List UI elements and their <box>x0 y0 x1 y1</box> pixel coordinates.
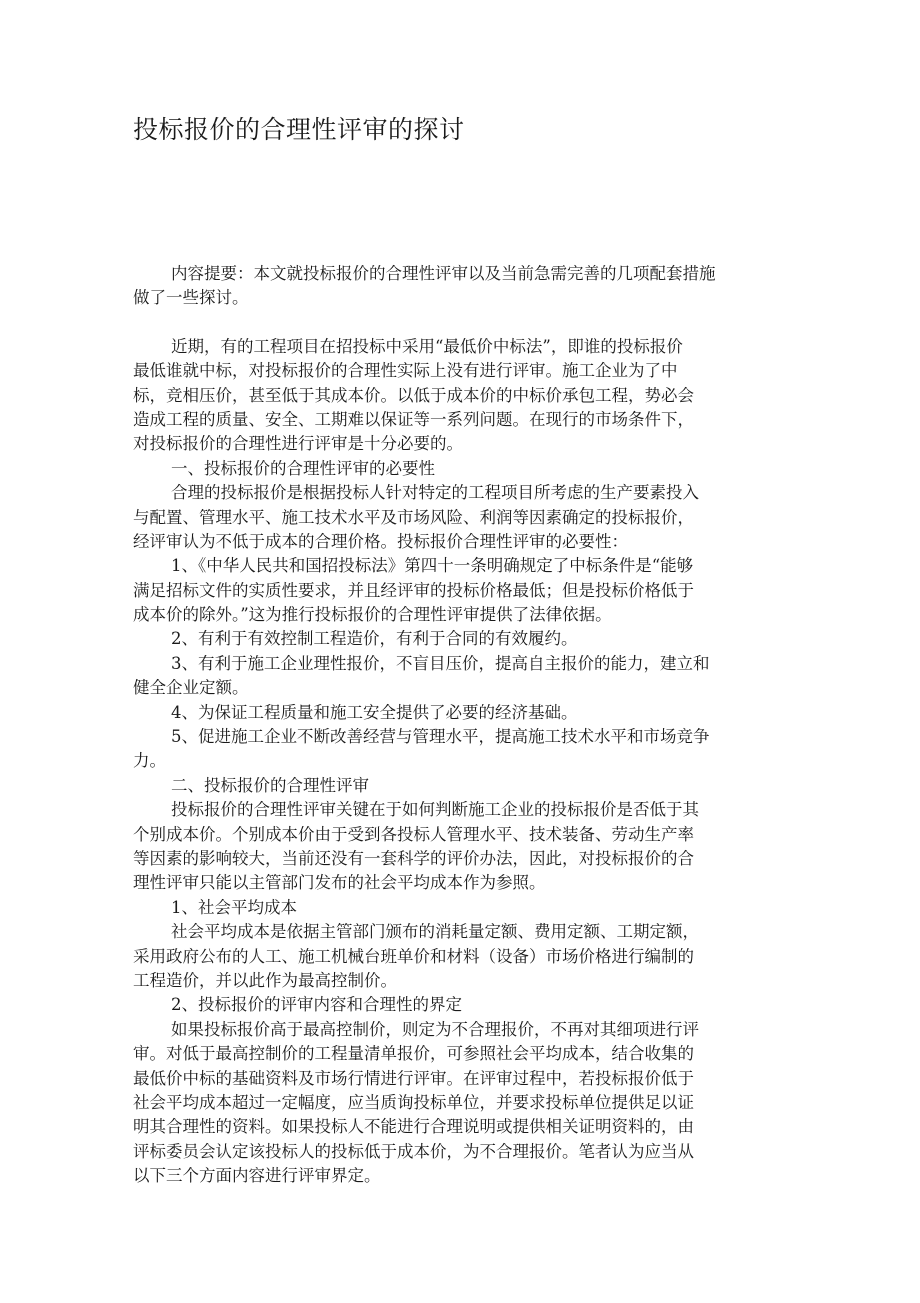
paragraph-first-line: 投标报价的合理性评审关键在于如何判断施工企业的投标报价是否低于其 <box>171 800 699 820</box>
paragraph-first-line: 如果投标报价高于最高控制价，则定为不合理报价，不再对其细项进行评 <box>171 1019 699 1039</box>
paragraph-first-line: 1、《中华人民共和国招投标法》第四十一条明确规定了中标条件是“能够 <box>171 556 694 576</box>
paragraph-line: 社会平均成本超过一定幅度，应当质询投标单位，并要求投标单位提供足以证 <box>133 1092 694 1112</box>
paragraph-line: 个别成本价。个别成本价由于受到各投标人管理水平、技术装备、劳动生产率 <box>133 824 694 844</box>
paragraph-first-line: 二、投标报价的合理性评审 <box>171 775 369 795</box>
paragraph-line: 明其合理性的资料。如果投标人不能进行合理说明或提供相关证明资料的，由 <box>133 1117 694 1137</box>
paragraph-line: 以下三个方面内容进行评审界定。 <box>133 1166 381 1186</box>
paragraph-first-line: 4、为保证工程质量和施工安全提供了必要的经济基础。 <box>171 702 578 722</box>
paragraph-line: 等因素的影响较大，当前还没有一套科学的评价办法，因此，对投标报价的合 <box>133 848 694 868</box>
paragraph-line: 工程造价，并以此作为最高控制价。 <box>133 970 397 990</box>
paragraph-line: 健全企业定额。 <box>133 678 249 698</box>
paragraph-line: 造成工程的质量、安全、工期难以保证等一系列问题。在现行的市场条件下， <box>133 409 694 429</box>
paragraph-line: 采用政府公布的人工、施工机械台班单价和材料（设备）市场价格进行编制的 <box>133 946 694 966</box>
paragraph-line: 成本价的除外。”这为推行投标报价的合理性评审提供了法律依据。 <box>133 605 612 625</box>
paragraph-line: 最低谁就中标，对投标报价的合理性实际上没有进行评审。施工企业为了中 <box>133 361 678 381</box>
paragraph-gap <box>133 311 745 335</box>
paragraph-line: 与配置、管理水平、施工技术水平及市场风险、利润等因素确定的投标报价， <box>133 507 694 527</box>
paragraph-first-line: 一、投标报价的合理性评审的必要性 <box>171 458 435 478</box>
paragraph-line: 做了一些探讨。 <box>133 288 249 308</box>
paragraph-first-line: 2、有利于有效控制工程造价，有利于合同的有效履约。 <box>171 629 578 649</box>
paragraph-first-line: 合理的投标报价是根据投标人针对特定的工程项目所考虑的生产要素投入 <box>171 483 699 503</box>
paragraph-line: 经评审认为不低于成本的合理价格。投标报价合理性评审的必要性： <box>133 531 628 551</box>
paragraph-first-line: 2、投标报价的评审内容和合理性的界定 <box>171 995 462 1015</box>
paragraph-first-line: 5、促进施工企业不断改善经营与管理水平，提高施工技术水平和市场竞争 <box>171 727 710 747</box>
paragraph-first-line: 1、社会平均成本 <box>171 897 297 917</box>
paragraph-first-line: 内容提要：本文就投标报价的合理性评审以及当前急需完善的几项配套措施 <box>171 264 716 283</box>
paragraph-line: 对投标报价的合理性进行评审是十分必要的。 <box>133 434 463 454</box>
paragraph-first-line: 3、有利于施工企业理性报价，不盲目压价，提高自主报价的能力，建立和 <box>171 653 710 673</box>
paragraph-line: 评标委员会认定该投标人的投标低于成本价，为不合理报价。笔者认为应当从 <box>133 1141 694 1161</box>
document-body <box>133 262 745 1188</box>
paragraph-line: 最低价中标的基础资料及市场行情进行评审。在评审过程中，若投标报价低于 <box>133 1068 694 1088</box>
paragraph-line: 力。 <box>133 751 166 771</box>
paragraph-line: 满足招标文件的实质性要求，并且经评审的投标价格最低；但是投标价格低于 <box>133 580 694 600</box>
document-title: 投标报价的合理性评审的探讨 <box>133 115 465 144</box>
paragraph-first-line: 社会平均成本是依据主管部门颁布的消耗量定额、费用定额、工期定额， <box>171 922 699 942</box>
paragraph-line: 审。对低于最高控制价的工程量清单报价，可参照社会平均成本，结合收集的 <box>133 1044 694 1064</box>
paragraph-line: 标，竞相压价，甚至低于其成本价。以低于成本价的中标价承包工程，势必会 <box>133 385 694 405</box>
paragraph-line: 理性评审只能以主管部门发布的社会平均成本作为参照。 <box>133 873 546 893</box>
paragraph-first-line: 近期，有的工程项目在招投标中采用“最低价中标法”，即谁的投标报价 <box>171 336 683 356</box>
